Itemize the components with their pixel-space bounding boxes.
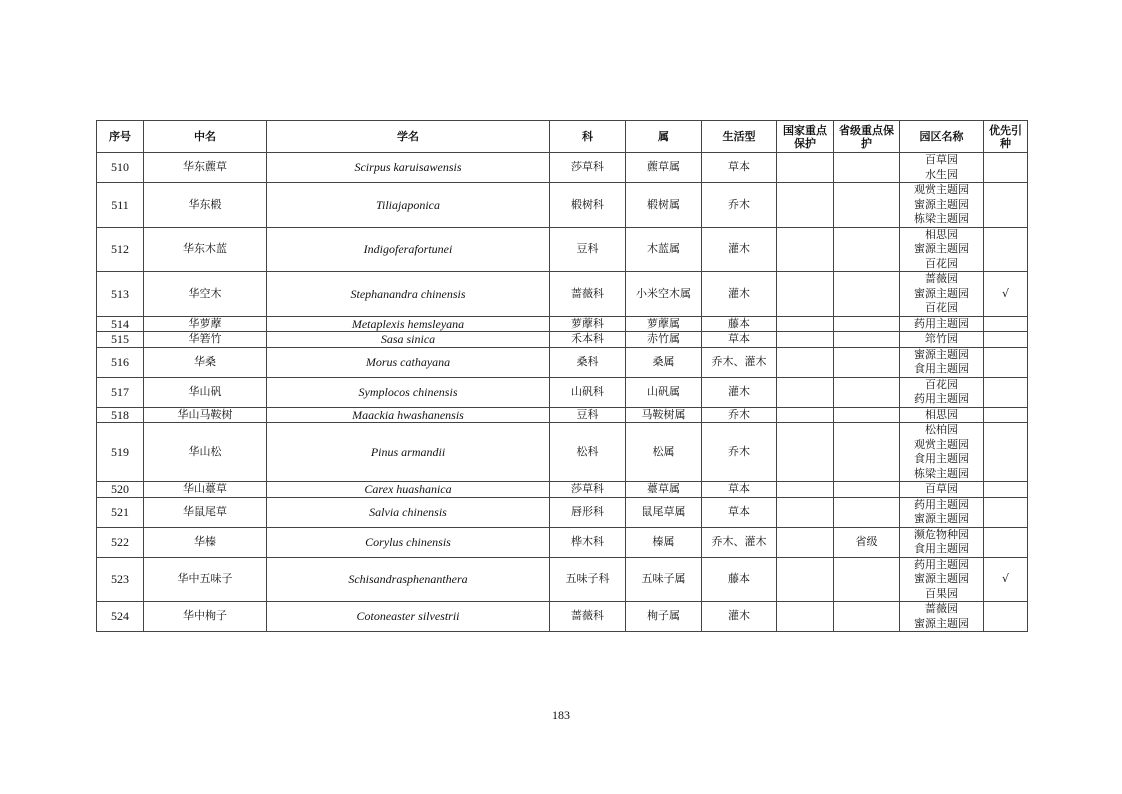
cell-provincial-protection bbox=[834, 272, 900, 317]
cell-cn-name: 华东椴 bbox=[144, 183, 267, 228]
cell-family: 蔷薇科 bbox=[550, 602, 626, 632]
cell-life-form: 灌木 bbox=[702, 227, 777, 272]
cell-life-form: 乔木、灌木 bbox=[702, 527, 777, 557]
cell-provincial-protection bbox=[834, 347, 900, 377]
cell-sci-name: Carex huashanica bbox=[267, 482, 550, 498]
cell-seq: 512 bbox=[97, 227, 144, 272]
cell-provincial-protection bbox=[834, 557, 900, 602]
cell-provincial-protection bbox=[834, 497, 900, 527]
cell-sci-name: Pinus armandii bbox=[267, 423, 550, 482]
cell-seq: 514 bbox=[97, 316, 144, 332]
cell-life-form: 灌木 bbox=[702, 272, 777, 317]
cell-provincial-protection bbox=[834, 227, 900, 272]
cell-seq: 521 bbox=[97, 497, 144, 527]
cell-gardens bbox=[900, 183, 984, 228]
cell-life-form: 乔木 bbox=[702, 407, 777, 423]
cell-life-form: 草本 bbox=[702, 153, 777, 183]
table-row bbox=[97, 557, 1028, 602]
cell-national-protection bbox=[777, 316, 834, 332]
table-body bbox=[97, 153, 1028, 632]
cell-priority: √ bbox=[984, 272, 1028, 317]
cell-national-protection bbox=[777, 557, 834, 602]
cell-seq: 520 bbox=[97, 482, 144, 498]
cell-life-form: 乔木、灌木 bbox=[702, 347, 777, 377]
garden-name: 蔷薇园 bbox=[925, 272, 958, 285]
cell-genus: 松属 bbox=[626, 423, 702, 482]
cell-priority bbox=[984, 347, 1028, 377]
table-row bbox=[97, 377, 1028, 407]
cell-genus: 椴树属 bbox=[626, 183, 702, 228]
cell-cn-name: 华山矾 bbox=[144, 377, 267, 407]
cell-provincial-protection bbox=[834, 423, 900, 482]
cell-family: 桦木科 bbox=[550, 527, 626, 557]
cell-genus: 萝藦属 bbox=[626, 316, 702, 332]
table-row bbox=[97, 316, 1028, 332]
header-genus: 属 bbox=[626, 121, 702, 153]
header-cn-name: 中名 bbox=[144, 121, 267, 153]
header-family: 科 bbox=[550, 121, 626, 153]
cell-seq: 510 bbox=[97, 153, 144, 183]
cell-sci-name: Maackia hwashanensis bbox=[267, 407, 550, 423]
cell-seq: 517 bbox=[97, 377, 144, 407]
table-row bbox=[97, 423, 1028, 482]
garden-name: 药用主题园 bbox=[914, 316, 969, 330]
table-row bbox=[97, 602, 1028, 632]
garden-name: 蜜源主题园 bbox=[914, 347, 969, 361]
cell-life-form: 乔木 bbox=[702, 183, 777, 228]
cell-national-protection bbox=[777, 227, 834, 272]
cell-family: 莎草科 bbox=[550, 153, 626, 183]
cell-provincial-protection bbox=[834, 153, 900, 183]
table-row bbox=[97, 332, 1028, 348]
cell-family: 蔷薇科 bbox=[550, 272, 626, 317]
cell-life-form: 藤本 bbox=[702, 316, 777, 332]
cell-gardens bbox=[900, 347, 984, 377]
cell-seq: 518 bbox=[97, 407, 144, 423]
garden-name: 食用主题园 bbox=[914, 452, 969, 465]
cell-provincial-protection bbox=[834, 183, 900, 228]
cell-family: 禾本科 bbox=[550, 332, 626, 348]
cell-cn-name: 华中栒子 bbox=[144, 602, 267, 632]
cell-family: 豆科 bbox=[550, 227, 626, 272]
garden-name: 食用主题园 bbox=[914, 362, 969, 375]
cell-seq: 516 bbox=[97, 347, 144, 377]
cell-genus: 赤竹属 bbox=[626, 332, 702, 348]
cell-family: 松科 bbox=[550, 423, 626, 482]
table-row bbox=[97, 272, 1028, 317]
garden-name: 观赏主题园 bbox=[914, 437, 969, 451]
cell-life-form: 灌木 bbox=[702, 377, 777, 407]
cell-sci-name: Corylus chinensis bbox=[267, 527, 550, 557]
cell-provincial-protection bbox=[834, 407, 900, 423]
header-sci-name: 学名 bbox=[267, 121, 550, 153]
cell-genus: 薹草属 bbox=[626, 482, 702, 498]
cell-gardens bbox=[900, 153, 984, 183]
cell-sci-name: Symplocos chinensis bbox=[267, 377, 550, 407]
garden-name: 药用主题园 bbox=[914, 497, 969, 511]
cell-priority bbox=[984, 407, 1028, 423]
garden-name: 濒危物种园 bbox=[914, 527, 969, 541]
cell-genus: 栒子属 bbox=[626, 602, 702, 632]
cell-gardens bbox=[900, 316, 984, 332]
cell-life-form: 乔木 bbox=[702, 423, 777, 482]
cell-priority bbox=[984, 316, 1028, 332]
cell-provincial-protection: 省级 bbox=[834, 527, 900, 557]
cell-genus: 桑属 bbox=[626, 347, 702, 377]
cell-cn-name: 华山松 bbox=[144, 423, 267, 482]
table-row bbox=[97, 497, 1028, 527]
table-row bbox=[97, 347, 1028, 377]
cell-gardens bbox=[900, 527, 984, 557]
header-life-form: 生活型 bbox=[702, 121, 777, 153]
cell-national-protection bbox=[777, 347, 834, 377]
cell-priority bbox=[984, 332, 1028, 348]
cell-life-form: 草本 bbox=[702, 332, 777, 348]
cell-priority bbox=[984, 527, 1028, 557]
cell-sci-name: Indigoferafortunei bbox=[267, 227, 550, 272]
cell-seq: 523 bbox=[97, 557, 144, 602]
cell-sci-name: Salvia chinensis bbox=[267, 497, 550, 527]
cell-seq: 513 bbox=[97, 272, 144, 317]
header-gardens: 园区名称 bbox=[900, 121, 984, 153]
garden-name: 蜜源主题园 bbox=[914, 512, 969, 525]
cell-seq: 519 bbox=[97, 423, 144, 482]
cell-cn-name: 华山薹草 bbox=[144, 482, 267, 498]
cell-cn-name: 华鼠尾草 bbox=[144, 497, 267, 527]
cell-national-protection bbox=[777, 377, 834, 407]
table-row bbox=[97, 183, 1028, 228]
cell-priority bbox=[984, 183, 1028, 228]
garden-name: 栋梁主题园 bbox=[914, 466, 969, 480]
garden-name: 相思园 bbox=[925, 227, 958, 241]
cell-priority bbox=[984, 423, 1028, 482]
cell-national-protection bbox=[777, 183, 834, 228]
cell-gardens bbox=[900, 497, 984, 527]
cell-gardens bbox=[900, 602, 984, 632]
garden-name: 百草园 bbox=[925, 153, 958, 166]
cell-life-form: 藤本 bbox=[702, 557, 777, 602]
cell-national-protection bbox=[777, 497, 834, 527]
cell-gardens bbox=[900, 407, 984, 423]
cell-gardens bbox=[900, 557, 984, 602]
cell-family: 山矾科 bbox=[550, 377, 626, 407]
garden-name: 蜜源主题园 bbox=[914, 242, 969, 255]
cell-national-protection bbox=[777, 153, 834, 183]
garden-name: 栋梁主题园 bbox=[914, 212, 969, 225]
cell-priority bbox=[984, 227, 1028, 272]
table-row bbox=[97, 482, 1028, 498]
cell-seq: 524 bbox=[97, 602, 144, 632]
garden-name: 蜜源主题园 bbox=[914, 286, 969, 300]
cell-provincial-protection bbox=[834, 316, 900, 332]
cell-life-form: 草本 bbox=[702, 497, 777, 527]
garden-name: 观赏主题园 bbox=[914, 183, 969, 196]
cell-priority bbox=[984, 497, 1028, 527]
cell-genus: 五味子属 bbox=[626, 557, 702, 602]
cell-genus: 小米空木属 bbox=[626, 272, 702, 317]
garden-name: 百草园 bbox=[925, 482, 958, 495]
cell-genus: 马鞍树属 bbox=[626, 407, 702, 423]
cell-genus: 木蓝属 bbox=[626, 227, 702, 272]
garden-name: 食用主题园 bbox=[914, 542, 969, 555]
cell-sci-name: Metaplexis hemsleyana bbox=[267, 316, 550, 332]
cell-cn-name: 华箬竹 bbox=[144, 332, 267, 348]
garden-name: 筇竹园 bbox=[925, 332, 958, 345]
cell-provincial-protection bbox=[834, 602, 900, 632]
garden-name: 相思园 bbox=[925, 407, 958, 421]
header-priority: 优先引种 bbox=[984, 121, 1028, 153]
cell-gardens bbox=[900, 227, 984, 272]
cell-gardens bbox=[900, 272, 984, 317]
cell-provincial-protection bbox=[834, 377, 900, 407]
cell-sci-name: Sasa sinica bbox=[267, 332, 550, 348]
cell-family: 莎草科 bbox=[550, 482, 626, 498]
cell-national-protection bbox=[777, 272, 834, 317]
cell-national-protection bbox=[777, 423, 834, 482]
cell-sci-name: Tiliajaponica bbox=[267, 183, 550, 228]
cell-sci-name: Stephanandra chinensis bbox=[267, 272, 550, 317]
page-number: 183 bbox=[552, 708, 570, 722]
cell-seq: 522 bbox=[97, 527, 144, 557]
cell-priority bbox=[984, 482, 1028, 498]
cell-national-protection bbox=[777, 482, 834, 498]
cell-life-form: 草本 bbox=[702, 482, 777, 498]
garden-name: 蔷薇园 bbox=[925, 602, 958, 615]
cell-national-protection bbox=[777, 407, 834, 423]
cell-cn-name: 华桑 bbox=[144, 347, 267, 377]
cell-family: 萝藦科 bbox=[550, 316, 626, 332]
cell-genus: 鼠尾草属 bbox=[626, 497, 702, 527]
cell-family: 唇形科 bbox=[550, 497, 626, 527]
cell-provincial-protection bbox=[834, 332, 900, 348]
cell-cn-name: 华萝藦 bbox=[144, 316, 267, 332]
cell-gardens bbox=[900, 377, 984, 407]
header-national-protection: 国家重点保护 bbox=[777, 121, 834, 153]
garden-name: 百果园 bbox=[925, 586, 958, 600]
table-row bbox=[97, 407, 1028, 423]
cell-cn-name: 华东藨草 bbox=[144, 153, 267, 183]
cell-national-protection bbox=[777, 332, 834, 348]
plant-list-table bbox=[96, 120, 1028, 632]
cell-seq: 515 bbox=[97, 332, 144, 348]
garden-name: 药用主题园 bbox=[914, 392, 969, 405]
cell-life-form: 灌木 bbox=[702, 602, 777, 632]
garden-name: 百花园 bbox=[925, 377, 958, 391]
cell-sci-name: Schisandrasphenanthera bbox=[267, 557, 550, 602]
garden-name: 蜜源主题园 bbox=[914, 572, 969, 585]
garden-name: 蜜源主题园 bbox=[914, 616, 969, 630]
cell-genus: 榛属 bbox=[626, 527, 702, 557]
cell-cn-name: 华山马鞍树 bbox=[144, 407, 267, 423]
cell-priority bbox=[984, 602, 1028, 632]
cell-family: 五味子科 bbox=[550, 557, 626, 602]
cell-seq: 511 bbox=[97, 183, 144, 228]
cell-cn-name: 华空木 bbox=[144, 272, 267, 317]
cell-national-protection bbox=[777, 527, 834, 557]
header-provincial-protection: 省级重点保护 bbox=[834, 121, 900, 153]
cell-priority: √ bbox=[984, 557, 1028, 602]
cell-provincial-protection bbox=[834, 482, 900, 498]
cell-sci-name: Cotoneaster silvestrii bbox=[267, 602, 550, 632]
cell-family: 椴树科 bbox=[550, 183, 626, 228]
cell-sci-name: Scirpus karuisawensis bbox=[267, 153, 550, 183]
cell-gardens bbox=[900, 423, 984, 482]
cell-genus: 山矾属 bbox=[626, 377, 702, 407]
cell-cn-name: 华东木蓝 bbox=[144, 227, 267, 272]
header-seq: 序号 bbox=[97, 121, 144, 153]
cell-gardens bbox=[900, 332, 984, 348]
cell-family: 豆科 bbox=[550, 407, 626, 423]
garden-name: 水生园 bbox=[925, 167, 958, 181]
cell-priority bbox=[984, 377, 1028, 407]
cell-priority bbox=[984, 153, 1028, 183]
garden-name: 百花园 bbox=[925, 256, 958, 270]
table-header-row bbox=[97, 121, 1028, 153]
cell-family: 桑科 bbox=[550, 347, 626, 377]
cell-genus: 藨草属 bbox=[626, 153, 702, 183]
table-row bbox=[97, 153, 1028, 183]
cell-national-protection bbox=[777, 602, 834, 632]
cell-sci-name: Morus cathayana bbox=[267, 347, 550, 377]
table-row bbox=[97, 227, 1028, 272]
cell-cn-name: 华榛 bbox=[144, 527, 267, 557]
garden-name: 松柏园 bbox=[925, 423, 958, 436]
table-row bbox=[97, 527, 1028, 557]
garden-name: 蜜源主题园 bbox=[914, 197, 969, 211]
cell-cn-name: 华中五味子 bbox=[144, 557, 267, 602]
garden-name: 百花园 bbox=[925, 301, 958, 314]
garden-name: 药用主题园 bbox=[914, 557, 969, 571]
cell-gardens bbox=[900, 482, 984, 498]
